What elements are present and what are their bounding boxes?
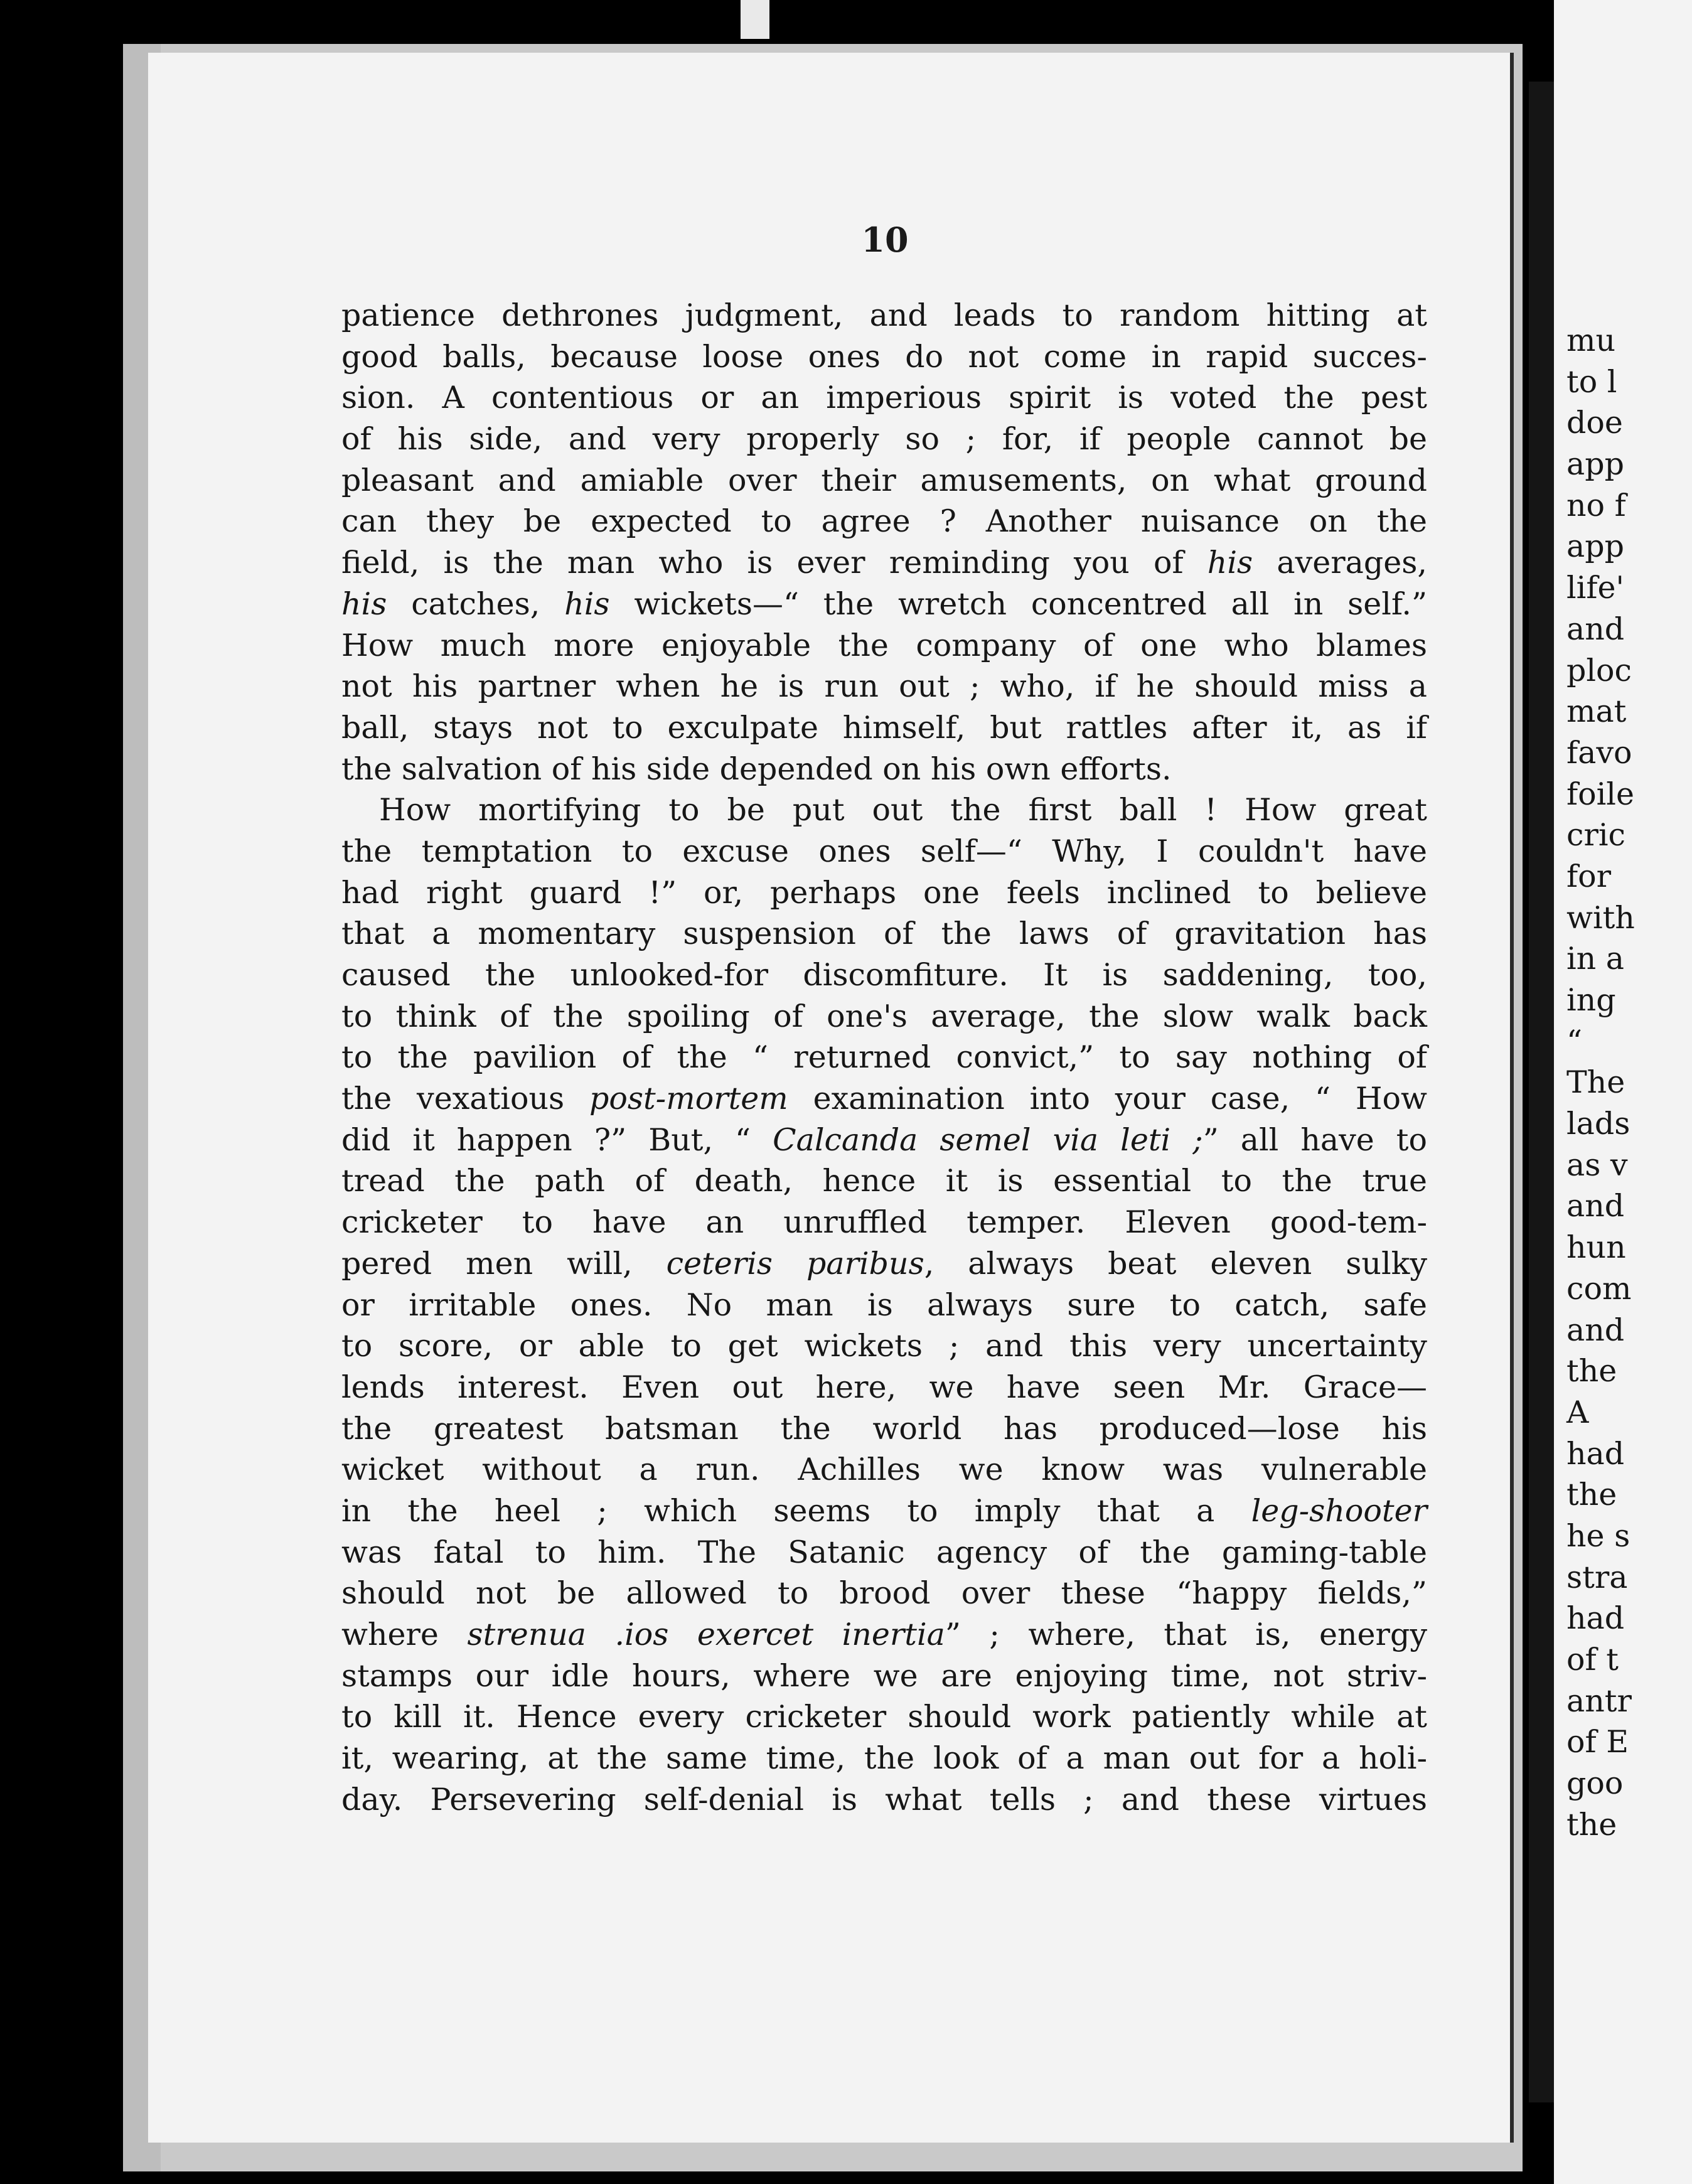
text-run: did it happen ?” But, “ [341, 1121, 773, 1158]
italic-phrase: his [341, 586, 387, 622]
text-line [341, 1243, 1427, 1285]
text-line [341, 1367, 1427, 1408]
text-run: the temptation to excuse ones self—“ Why, I couldn't have [341, 833, 1427, 869]
text-line [341, 1656, 1427, 1697]
facing-text-line: foile [1566, 776, 1634, 812]
text-run: , always beat eleven sulky [924, 1245, 1427, 1282]
italic-phrase: strenua .ios exercet inertia [467, 1617, 945, 1652]
text-run: averages, [1253, 545, 1427, 581]
facing-text-line: The [1566, 1064, 1625, 1101]
text-run: to kill it. Hence every cricketer should work patiently while at [341, 1699, 1427, 1735]
text-line [341, 1037, 1427, 1078]
text-run: that a momentary suspension of the laws of gravitation has [341, 916, 1427, 952]
facing-text-line: goo [1566, 1765, 1624, 1802]
text-line [341, 501, 1427, 542]
italic-phrase: leg-shooter [1251, 1492, 1427, 1529]
facing-text-line: and [1566, 611, 1625, 647]
facing-text-line: of E [1566, 1724, 1629, 1760]
facing-page-fragment [1554, 0, 1692, 2184]
facing-text-line: cric [1566, 817, 1625, 854]
text-line [341, 625, 1427, 666]
italic-phrase: Calcanda semel via leti ; [773, 1121, 1203, 1158]
text-run: in the heel ; which seems to imply that a [341, 1492, 1251, 1529]
text-run: sion. A contentious or an imperious spirit is voted the pest [341, 380, 1427, 416]
facing-text-line: had [1566, 1600, 1625, 1637]
facing-text-line: doe [1566, 405, 1623, 441]
text-line [341, 1449, 1427, 1491]
text-run: tread the path of death, hence it is essential to the true [341, 1163, 1427, 1199]
text-line [341, 1285, 1427, 1326]
text-run: pleasant and amiable over their amusements, on what ground [341, 462, 1427, 498]
facing-text-line: favo [1566, 734, 1632, 771]
facing-text-line: as v [1566, 1147, 1628, 1183]
text-line [341, 1532, 1427, 1573]
text-run: it, wearing, at the same time, the look of a man out for a holi- [341, 1740, 1427, 1777]
text-run: caused the unlooked-for discomfiture. It is saddening, too, [341, 957, 1427, 993]
text-run: wicket without a run. Achilles we know was vulnerable [341, 1452, 1427, 1488]
text-run: wickets—“ the wretch concentred all in self.” [609, 586, 1427, 622]
facing-text-line: com [1566, 1270, 1632, 1307]
text-run: to think of the spoiling of one's average, the slow walk back [341, 998, 1427, 1034]
text-run: not his partner when he is run out ; who, if he should miss a [341, 668, 1427, 705]
text-line [341, 1738, 1427, 1779]
text-line [341, 872, 1427, 914]
facing-text-line: stra [1566, 1559, 1628, 1595]
text-run: to the pavilion of the “ returned convict,” to say nothing of [341, 1039, 1427, 1076]
text-line [341, 460, 1427, 501]
text-line [341, 295, 1427, 336]
text-run: had right guard !” or, perhaps one feels inclined to believe [341, 874, 1427, 911]
text-line [341, 1120, 1427, 1161]
text-run: of his side, and very properly so ; for, if people cannot be [341, 421, 1427, 458]
text-run: the salvation of his side depended on his own efforts. [341, 751, 1172, 787]
text-run: patience dethrones judgment, and leads to random hitting at [341, 297, 1427, 333]
text-run: stamps our idle hours, where we are enjoying time, not striv- [341, 1657, 1427, 1694]
text-run: where [341, 1617, 468, 1652]
text-line [341, 996, 1427, 1037]
facing-text-line: the [1566, 1806, 1617, 1843]
facing-text-line: A [1566, 1394, 1589, 1430]
facing-text-line: the [1566, 1353, 1617, 1389]
facing-text-line: and [1566, 1188, 1625, 1224]
facing-text-line: ploc [1566, 652, 1632, 688]
text-line [341, 1573, 1427, 1614]
text-line [341, 542, 1427, 584]
text-line [341, 1325, 1427, 1367]
facing-text-line: mu [1566, 323, 1616, 358]
italic-phrase: ceteris paribus [666, 1245, 924, 1282]
text-run: or irritable ones. No man is always sure to catch, safe [341, 1287, 1427, 1323]
italic-phrase: his [1207, 545, 1253, 581]
facing-text-line: he s [1566, 1518, 1630, 1554]
text-run: the greatest batsman the world has produced—lose his [341, 1410, 1427, 1447]
text-run: How much more enjoyable the company of one who blames [341, 627, 1427, 663]
facing-text-line: of t [1566, 1642, 1619, 1678]
text-line [341, 790, 1427, 831]
facing-text-line: app [1566, 528, 1624, 565]
text-line [341, 707, 1427, 749]
facing-text-line: to l [1566, 363, 1617, 400]
text-line [341, 913, 1427, 955]
text-run: lends interest. Even out here, we have seen Mr. Grace— [341, 1369, 1427, 1405]
facing-text-line: and [1566, 1312, 1625, 1348]
text-run: How mortifying to be put out the first ball ! How great [379, 792, 1427, 828]
italic-phrase: his [564, 586, 610, 622]
facing-text-line: with [1566, 899, 1635, 936]
page-number: 10 [861, 220, 909, 260]
text-run: good balls, because loose ones do not come in rapid succes- [341, 338, 1427, 375]
text-run: examination into your case, “ How [788, 1081, 1427, 1117]
text-run: day. Persevering self-denial is what tells ; and these virtues [341, 1781, 1427, 1817]
facing-text-line: hun [1566, 1229, 1626, 1266]
text-run: ” all have to [1202, 1121, 1428, 1158]
text-run: was fatal to him. The Satanic agency of the gaming-table [341, 1534, 1427, 1570]
text-run: ball, stays not to exculpate himself, but rattles after it, as if [341, 709, 1427, 746]
text-line [341, 1779, 1427, 1821]
binding-clip [741, 0, 769, 39]
facing-text-line: for [1566, 858, 1612, 894]
text-line [341, 1202, 1427, 1243]
text-run: catches, [387, 586, 565, 622]
text-line [341, 336, 1427, 378]
text-run: should not be allowed to brood over these “happy fields,” [341, 1575, 1427, 1612]
facing-text-line: had [1566, 1435, 1625, 1472]
text-run: to score, or able to get wickets ; and this very uncertainty [341, 1328, 1427, 1364]
text-line [341, 1160, 1427, 1202]
text-line [341, 1078, 1427, 1120]
text-line [341, 666, 1427, 707]
text-line [341, 1614, 1427, 1656]
text-line [341, 419, 1427, 460]
text-run: field, is the man who is ever reminding you of [341, 545, 1207, 581]
text-line [341, 955, 1427, 996]
book-gutter [1529, 82, 1554, 2102]
facing-text-line: antr [1566, 1683, 1632, 1719]
text-line [341, 1491, 1427, 1532]
facing-text-line: app [1566, 446, 1624, 483]
body-text [341, 295, 1427, 1820]
text-line [341, 1408, 1427, 1450]
text-line [341, 584, 1427, 625]
facing-text-line: ing [1566, 982, 1616, 1018]
text-run: pered men will, [341, 1245, 667, 1282]
facing-page-text [1554, 320, 1692, 1845]
facing-text-line: in a [1566, 941, 1625, 977]
text-line [341, 749, 1427, 790]
facing-text-line: life' [1566, 570, 1624, 606]
text-run: the vexatious [341, 1081, 589, 1117]
facing-text-line: mat [1566, 693, 1627, 730]
text-line [341, 831, 1427, 872]
facing-text-line: “ [1566, 1023, 1583, 1059]
text-run: can they be expected to agree ? Another nuisance on the [341, 503, 1427, 540]
text-run: cricketer to have an unruffled temper. Eleven good-tem- [341, 1204, 1427, 1241]
facing-text-line: the [1566, 1477, 1617, 1513]
facing-text-line: lads [1566, 1106, 1630, 1142]
italic-phrase: post-mortem [589, 1081, 788, 1117]
text-run: ” ; where, that is, energy [945, 1617, 1428, 1652]
facing-text-line: no f [1566, 487, 1626, 523]
text-line [341, 377, 1427, 419]
text-line [341, 1696, 1427, 1738]
